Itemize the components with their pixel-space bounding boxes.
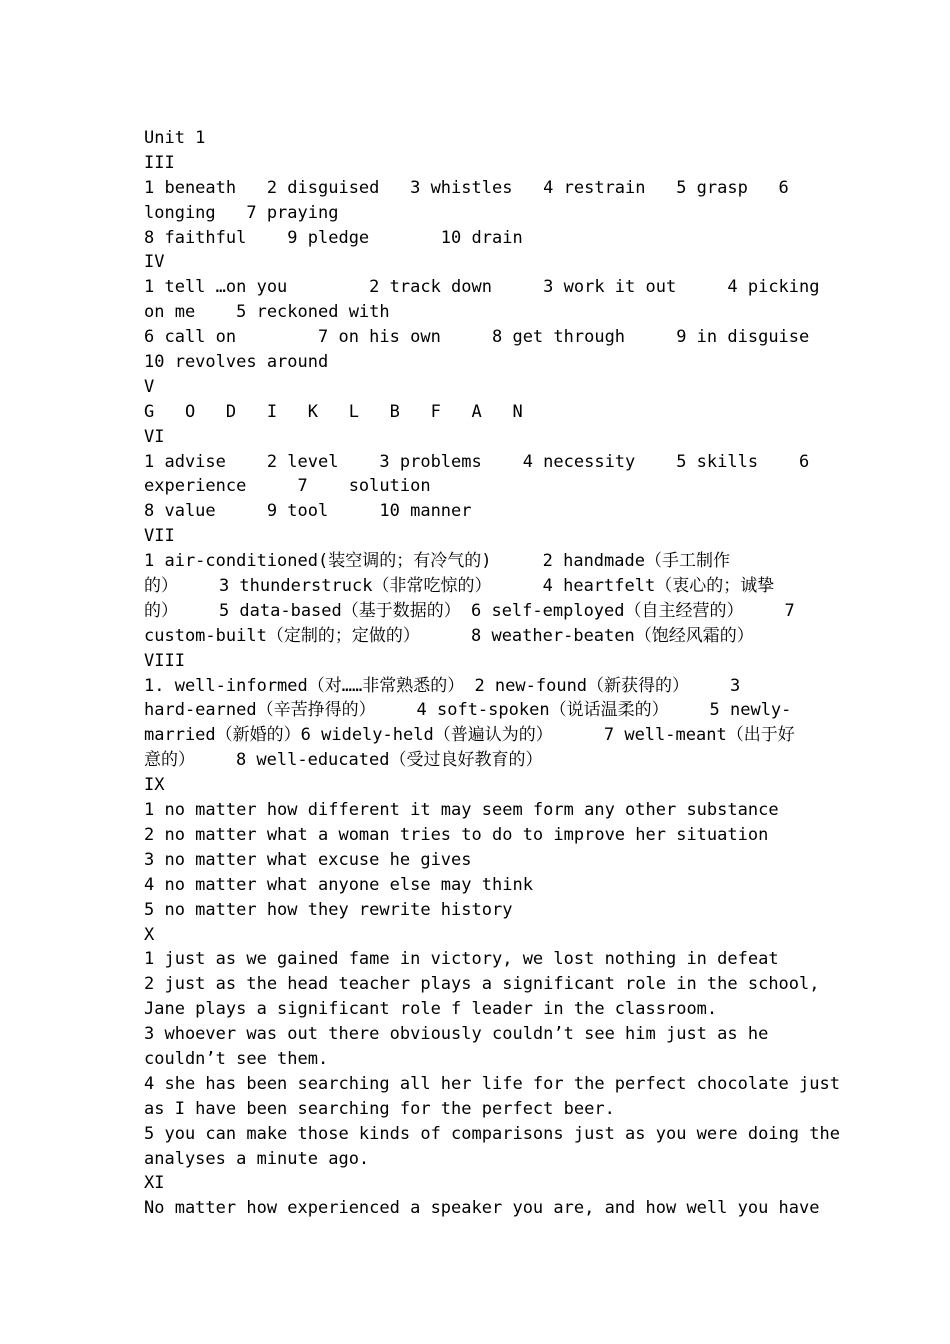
section-heading-iv: IV	[144, 252, 165, 273]
text-line: married（新婚的）6 widely-held（普遍认为的） 7 well-meant（出于好	[144, 725, 795, 746]
text-line: 1 just as we gained fame in victory, we lost nothing in defeat	[144, 949, 779, 970]
section-heading-xi: XI	[144, 1173, 165, 1194]
text-line: custom-built（定制的；定做的） 8 weather-beaten（饱经风霜的）	[144, 625, 754, 646]
text-line: as I have been searching for the perfect beer.	[144, 1098, 615, 1119]
text-line: longing 7 praying	[144, 202, 339, 223]
text-line: 8 faithful 9 pledge 10 drain	[144, 227, 523, 248]
text-line: 10 revolves around	[144, 352, 329, 373]
text-line: 1 advise 2 level 3 problems 4 necessity 5 skills 6	[144, 451, 810, 472]
text-line: 1 tell …on you 2 track down 3 work it out 4 picking	[144, 277, 820, 298]
text-line: hard-earned（辛苦挣得的） 4 soft-spoken（说话温柔的） 5 newly-	[144, 700, 792, 721]
text-line: 6 call on 7 on his own 8 get through 9 in disguise	[144, 327, 810, 348]
section-heading-viii: VIII	[144, 650, 185, 671]
section-heading-vi: VI	[144, 426, 165, 447]
text-line: experience 7 solution	[144, 476, 431, 497]
text-line: 1. well-informed（对……非常熟悉的） 2 new-found（新获得的） 3	[144, 675, 741, 696]
text-line: on me 5 reckoned with	[144, 302, 390, 323]
document-page	[144, 126, 840, 1221]
text-line: 5 no matter how they rewrite history	[144, 899, 513, 920]
text-line: 意的） 8 well-educated（受过良好教育的）	[144, 750, 543, 771]
section-heading-vii: VII	[144, 526, 175, 547]
text-line: 的） 5 data-based（基于数据的） 6 self-employed（自主经营的） 7	[144, 600, 795, 621]
text-line: 3 whoever was out there obviously couldn’t see him just as he	[144, 1024, 769, 1045]
text-line: G O D I K L B F A N	[144, 401, 523, 422]
text-line: 8 value 9 tool 10 manner	[144, 501, 472, 522]
text-line: 4 no matter what anyone else may think	[144, 874, 533, 895]
text-line: couldn’t see them.	[144, 1048, 329, 1069]
text-line: 5 you can make those kinds of comparisons just as you were doing the	[144, 1123, 840, 1144]
text-line: 1 no matter how different it may seem form any other substance	[144, 800, 779, 821]
section-heading-ix: IX	[144, 775, 165, 796]
text-line: 4 she has been searching all her life for the perfect chocolate just	[144, 1073, 840, 1094]
text-line: Jane plays a significant role f leader in the classroom.	[144, 999, 718, 1020]
unit-heading: Unit 1	[144, 128, 206, 148]
text-line: 2 just as the head teacher plays a significant role in the school,	[144, 974, 820, 995]
section-heading-iii: III	[144, 152, 175, 173]
text-line: No matter how experienced a speaker you are, and how well you have	[144, 1198, 820, 1219]
section-heading-x: X	[144, 924, 155, 945]
section-heading-v: V	[144, 376, 155, 397]
text-line: 3 no matter what excuse he gives	[144, 849, 472, 870]
text-line: 2 no matter what a woman tries to do to improve her situation	[144, 824, 769, 845]
text-line: analyses a minute ago.	[144, 1148, 370, 1169]
text-line: 1 beneath 2 disguised 3 whistles 4 restrain 5 grasp 6	[144, 177, 789, 198]
text-line: 的） 3 thunderstruck（非常吃惊的） 4 heartfelt（衷心的；诚挚	[144, 576, 775, 597]
text-line: 1 air-conditioned(装空调的；有冷气的) 2 handmade（手工制作	[144, 551, 730, 572]
